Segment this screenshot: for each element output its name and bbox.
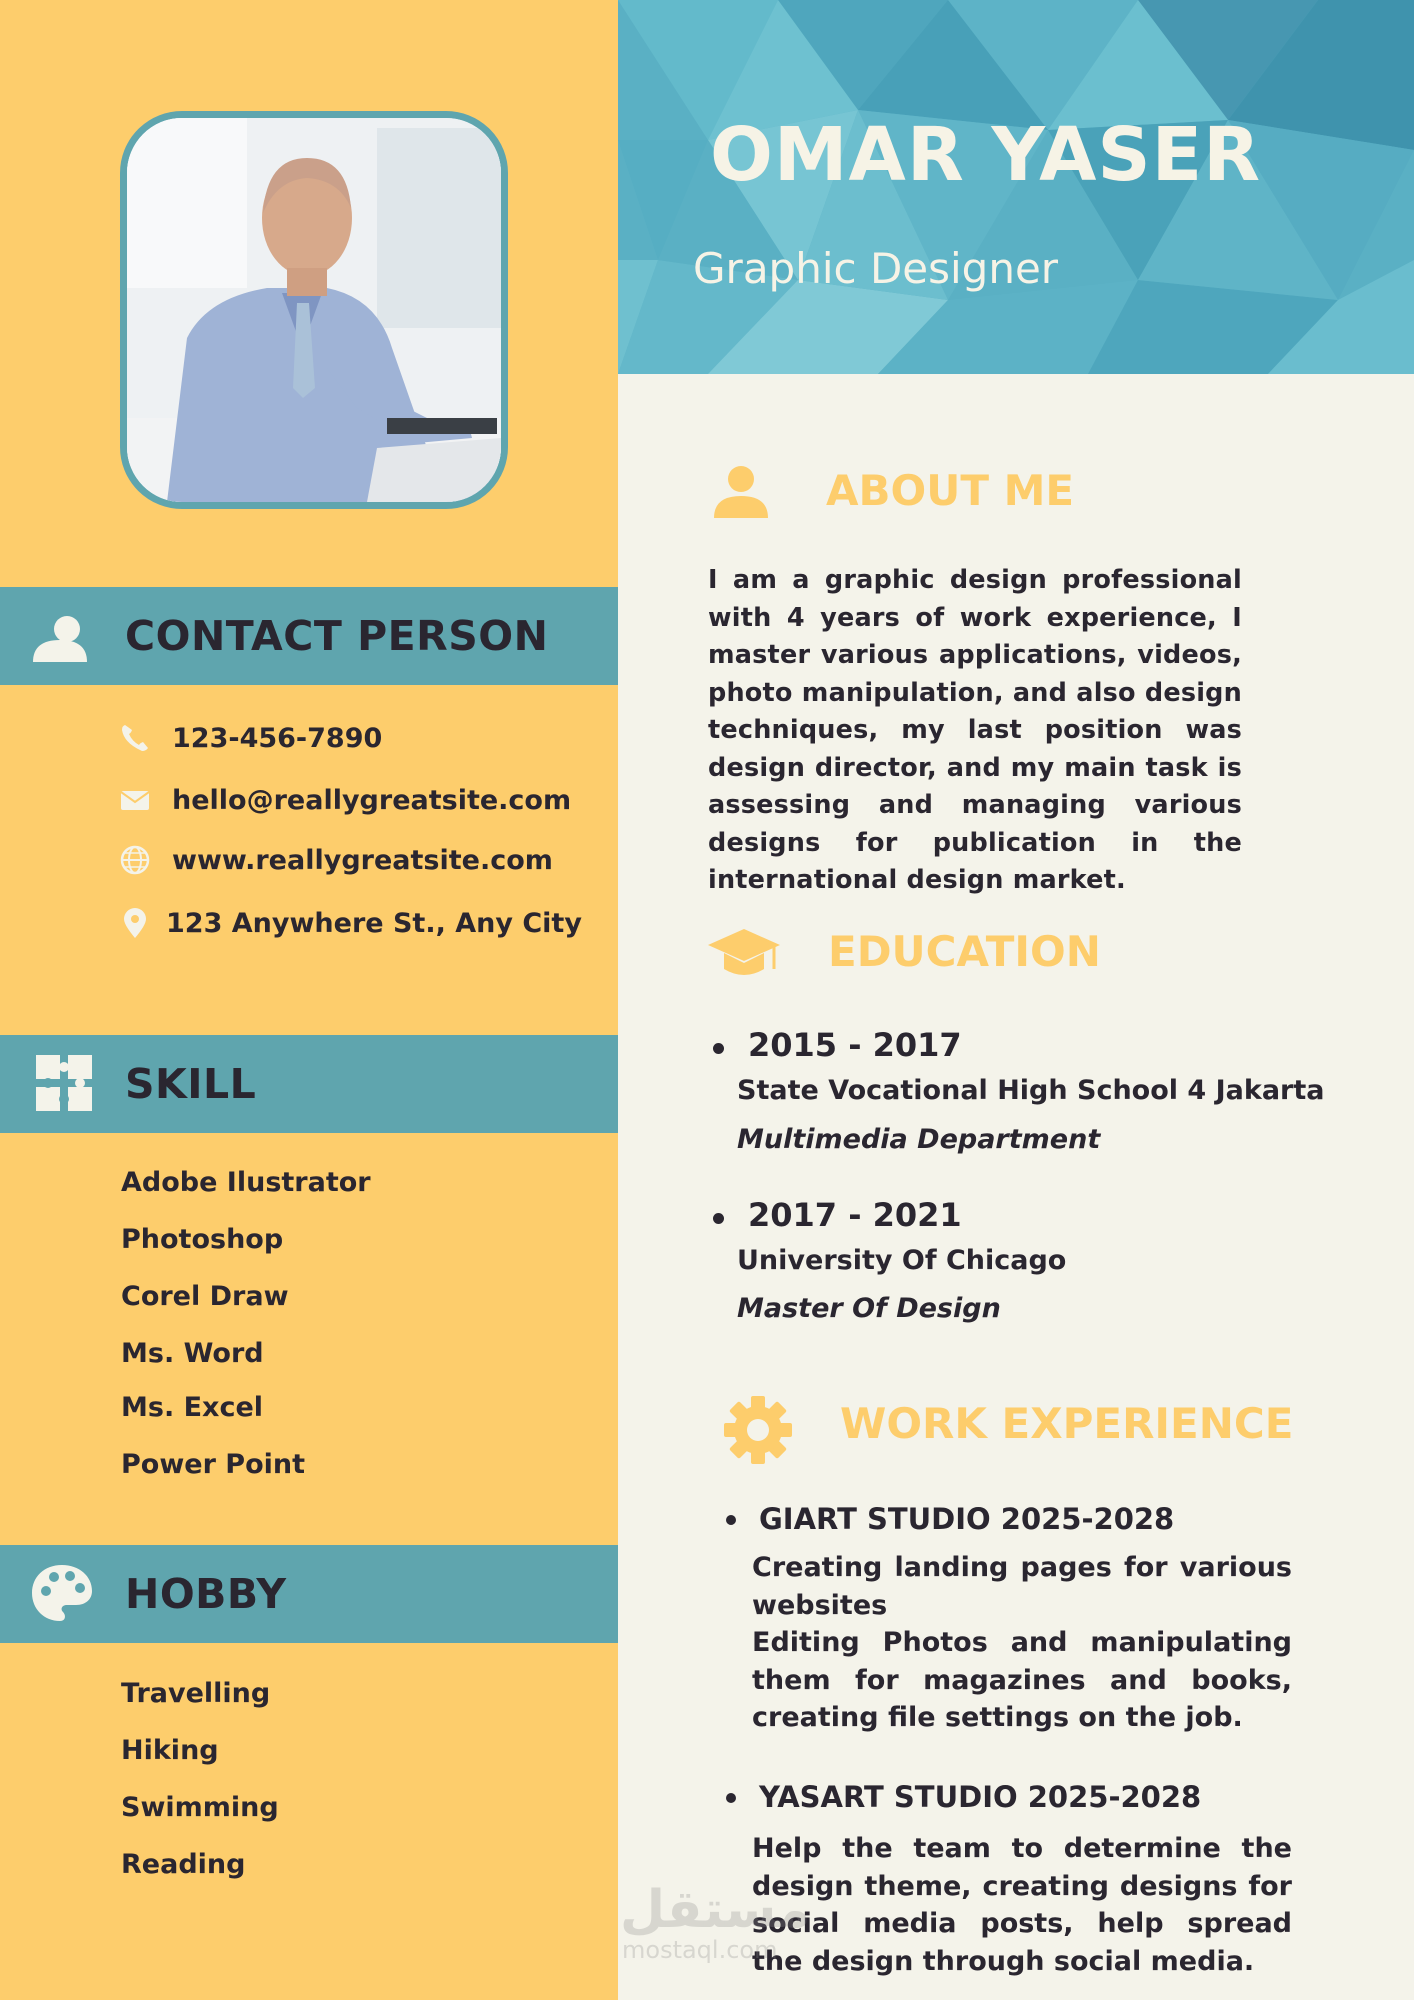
header-banner — [618, 0, 1414, 374]
skill-section-header — [0, 1035, 618, 1133]
mail-icon — [118, 783, 152, 817]
hobby-item: Hiking — [121, 1735, 219, 1766]
about-text: I am a graphic design professional with 4 years of work experience, I master various applications, videos, photo manipulation, and also design techniques, my last position was design director, and my main task is assessing and managing various designs for publication in the international design market. — [708, 565, 1242, 895]
skill-item: Adobe Ilustrator — [121, 1167, 371, 1198]
education-department: Multimedia Department — [737, 1124, 1101, 1155]
skill-item: Ms. Excel — [121, 1392, 264, 1423]
work-title: YASART STUDIO 2025-2028 — [759, 1780, 1202, 1814]
bullet — [726, 1793, 736, 1803]
left-column — [0, 0, 618, 2000]
skill-item: Ms. Word — [121, 1338, 264, 1369]
bullet — [713, 1043, 724, 1054]
profile-role: Graphic Designer — [693, 244, 1059, 293]
education-years: 2017 - 2021 — [748, 1196, 962, 1234]
hobby-section-header — [0, 1545, 618, 1643]
globe-icon — [118, 843, 152, 877]
graduation-cap-icon — [706, 925, 782, 983]
bullet — [713, 1213, 724, 1224]
hobby-item: Swimming — [121, 1792, 279, 1823]
puzzle-icon — [34, 1053, 94, 1113]
contact-website[interactable] — [118, 840, 553, 880]
education-section-title: EDUCATION — [828, 927, 1101, 976]
about-section-title: ABOUT ME — [826, 466, 1075, 515]
contact-phone-text: 123-456-7890 — [172, 722, 383, 754]
skill-item: Power Point — [121, 1449, 306, 1480]
watermark-arabic: مستقل — [620, 1880, 811, 1940]
watermark-latin: mostaql.com — [622, 1936, 778, 1964]
education-school: State Vocational High School 4 Jakarta — [737, 1075, 1325, 1106]
hobby-item: Reading — [121, 1849, 246, 1880]
contact-email-text: hello@reallygreatsite.com — [172, 784, 572, 816]
skill-item: Corel Draw — [121, 1281, 289, 1312]
education-department: Master Of Design — [737, 1293, 1001, 1324]
work-title: GIART STUDIO 2025-2028 — [759, 1502, 1175, 1536]
contact-website-text: www.reallygreatsite.com — [172, 844, 553, 876]
profile-photo — [120, 111, 508, 509]
phone-icon — [118, 721, 152, 755]
skill-section-title: SKILL — [125, 1060, 257, 1108]
person-icon — [712, 462, 770, 520]
palette-icon — [30, 1561, 94, 1625]
watermark — [620, 1880, 820, 1970]
person-icon — [30, 606, 90, 666]
profile-photo-image — [127, 118, 501, 502]
work-description: Creating landing pages for various websites Editing Photos and manipulating them for magazines and books, creating file settings on the job. — [752, 1552, 1292, 1733]
profile-name: OMAR YASER — [710, 112, 1262, 198]
education-school: University Of Chicago — [737, 1245, 1067, 1276]
contact-address — [118, 903, 582, 943]
hobby-section-title: HOBBY — [125, 1570, 287, 1618]
gear-icon — [722, 1394, 794, 1466]
contact-section-header — [0, 587, 618, 685]
work-section-title: WORK EXPERIENCE — [840, 1399, 1294, 1448]
location-icon — [118, 906, 152, 940]
skill-item: Photoshop — [121, 1224, 284, 1255]
hobby-item: Travelling — [121, 1678, 271, 1709]
contact-section-title: CONTACT PERSON — [125, 612, 549, 660]
education-years: 2015 - 2017 — [748, 1026, 962, 1064]
contact-email[interactable] — [118, 780, 571, 820]
contact-address-text: 123 Anywhere St., Any City — [166, 907, 582, 939]
work-description: Help the team to determine the design theme, creating designs for social media posts, help spread the design through social media. — [752, 1833, 1292, 1977]
bullet — [726, 1515, 736, 1525]
contact-phone[interactable] — [118, 718, 382, 758]
